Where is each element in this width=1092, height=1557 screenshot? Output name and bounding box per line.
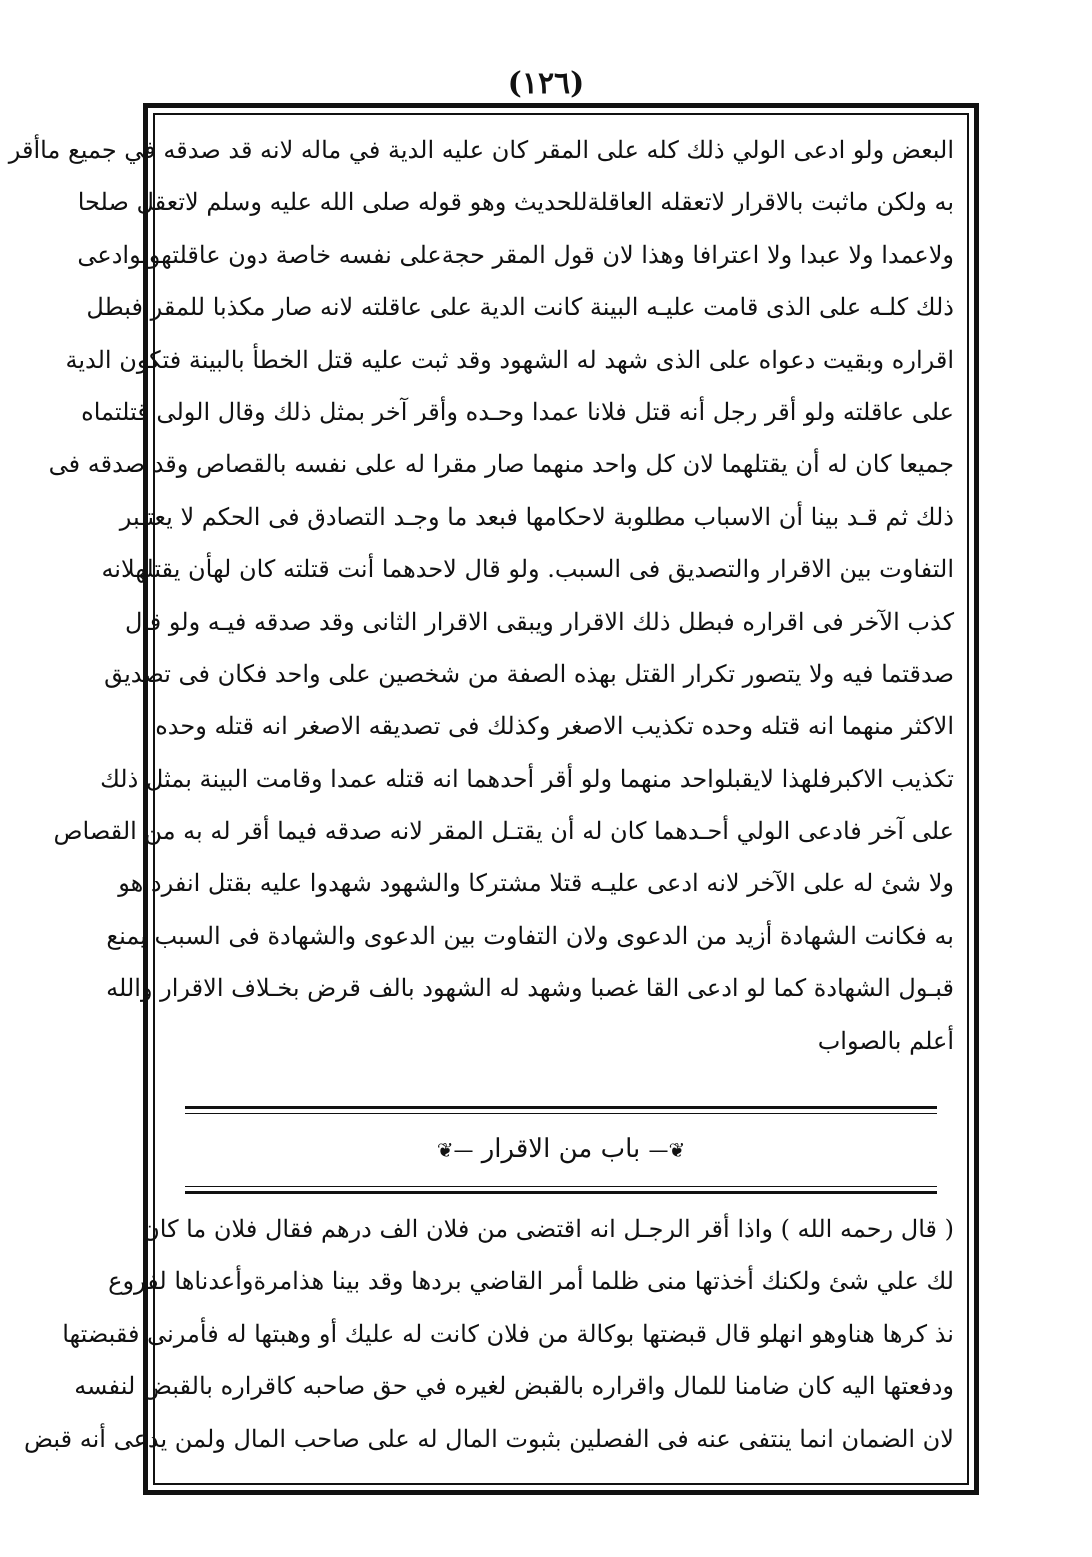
divider-bottom xyxy=(185,1186,937,1194)
text-line: ولاعمدا ولا عبدا ولا اعترافا وهذا لان قول المقر حجةعلى نفسه خاصة دون عاقلتهولوادعى xyxy=(77,240,954,269)
text-line: لان الضمان انما ينتفى عنه فى الفصلين بثبوت المال له على صاحب المال ولمن يدعى أنه قبض xyxy=(23,1424,954,1453)
text-line: كذب الآخر فى اقراره فبطل ذلك الاقرار ويبقى الاقرار الثانى وقد صدقه فيـه ولو قال xyxy=(125,607,954,636)
text-line: به فكانت الشهادة أزيد من الدعوى ولان التفاوت بين الدعوى والشهادة فى السبب يمنع xyxy=(106,921,954,950)
page-number: (١٢٦) xyxy=(507,66,585,101)
divider-thin-line xyxy=(185,1186,937,1187)
text-line: لك علي شئ ولكنك أخذتها منى ظلما أمر القاضي بردها وقد بينا هذامرةوأعدناها لفروع xyxy=(108,1267,954,1296)
text-line: جميعا كان له أن يقتلهما لان كل واحد منهما صار مقرا له على نفسه بالقصاص وقد صدقه فى xyxy=(48,450,954,479)
text-line: اقراره وبقيت دعواه على الذى شهد له الشهود وقد ثبت عليه قتل الخطأ بالبينة فتكون الدية xyxy=(65,345,954,374)
text-line: قبـول الشهادة كما لو ادعى القا غصبا وشهد له الشهود بالف قرض بخـلاف الاقرار والله xyxy=(106,974,954,1003)
chapter-heading xyxy=(168,1126,954,1173)
divider-top xyxy=(185,1106,937,1114)
text-line: ذلك ثم قـد بينا أن الاسباب مطلوبة لاحكامها فبعد ما وجـد التصادق فى الحكم لا يعتـبر xyxy=(119,502,954,531)
text-line: ولا شئ له على الآخر لانه ادعى عليـه قتلا مشتركا والشهود شهدوا عليه بقتل انفرد هو xyxy=(118,869,954,898)
text-line: صدقتما فيه ولا يتصور تكرار القتل بهذه الصفة من شخصين على واحد فكان فى تصديق xyxy=(104,659,954,688)
text-line: به ولكن ماثبت بالاقرار لاتعقله العاقلةللحديث وهو قوله صلى الله عليه وسلم لاتعقل صلحا xyxy=(77,188,954,217)
ornament-left-icon: —❦ xyxy=(436,1138,474,1162)
text-line: على آخر فادعى الولي أحـدهما كان له أن يقتـل المقر لانه صدقه فيما أقر له به من القصاص xyxy=(53,817,954,846)
text-line: نذ كرها هناوهو انهلو قال قبضتها بوكالة من فلان كانت له عليك أو وهبتها له فأمرنى فقبضتها xyxy=(62,1319,954,1348)
text-line: الاكثر منهما انه قتله وحده تكذيب الاصغر وكذلك فى تصديقه الاصغر انه قتله وحده xyxy=(155,712,954,741)
text-line: على عاقلته ولو أقر رجل أنه قتل فلانا عمدا وحـده وأقر آخر بمثل ذلك وقال الولى قتلتماه xyxy=(81,397,954,426)
text-line: ( قال رحمه الله ) واذا أقر الرجـل انه اقتضى من فلان الف درهم فقال فلان ما كان xyxy=(142,1215,954,1243)
text-line: ذلك كلـه على الذى قامت عليـه البينة كانت الدية على عاقلته لانه صار مكذبا للمقر فبطل xyxy=(86,293,954,322)
divider-thin-line xyxy=(185,1113,937,1114)
divider-thick-line xyxy=(185,1191,937,1194)
text-section-2 xyxy=(23,1203,954,1465)
ornament-right-icon: ❦— xyxy=(648,1138,686,1162)
text-line: التفاوت بين الاقرار والتصديق فى السبب. ولو قال لاحدهما أنت قتلته كان لهأن يقتلهلانه xyxy=(101,555,954,584)
text-line-last: أعلم بالصواب xyxy=(817,1026,954,1055)
divider-thick-line xyxy=(185,1106,937,1109)
text-line: ودفعتها اليه كان ضامنا للمال واقراره بالقبض لغيره في حق صاحبه كاقراره بالقبض لنفسه xyxy=(74,1372,954,1401)
text-line: البعض ولو ادعى الولي ذلك كله على المقر كان عليه الدية في ماله لانه قد صدقه في جميع ماأقر xyxy=(8,136,954,164)
chapter-title: باب من الاقرار xyxy=(481,1134,641,1164)
text-section-1 xyxy=(8,124,954,1067)
text-line: تكذيب الاكبرفلهذا لايقبلواحد منهما ولو أقر أحدهما انه قتله عمدا وقامت البينة بمثل ذلك xyxy=(100,764,954,793)
